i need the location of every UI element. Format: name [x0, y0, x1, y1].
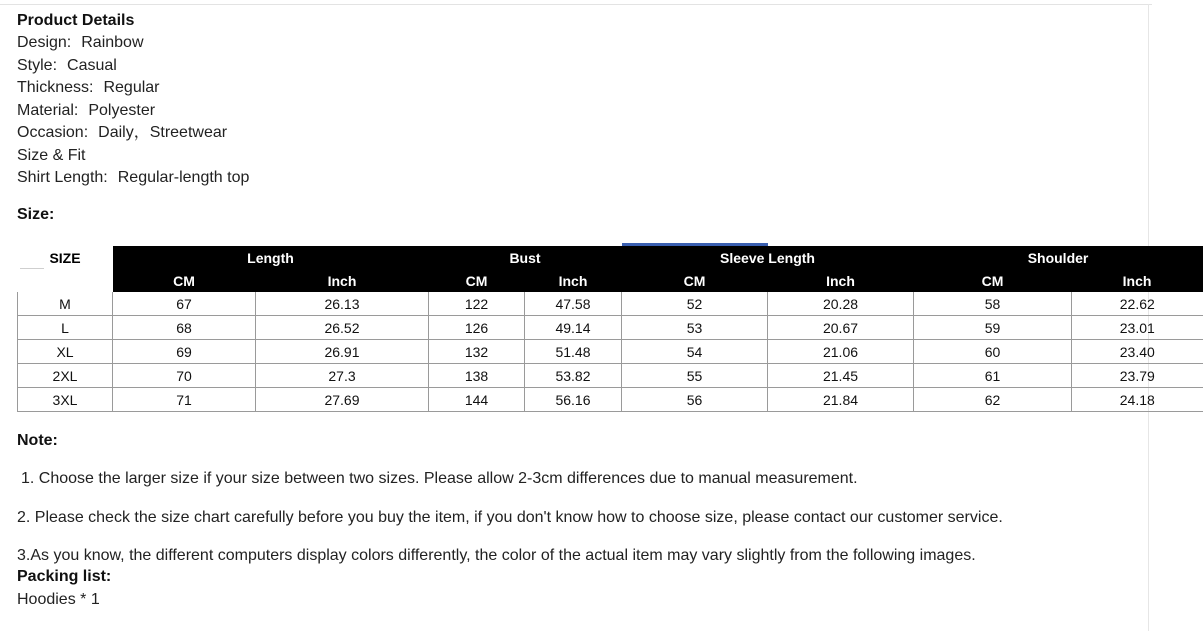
unit-header: CM — [622, 269, 768, 292]
group-header-bust: Bust — [429, 246, 622, 269]
table-cell: 71 — [113, 388, 256, 412]
size-table-wrapper — [17, 246, 1155, 408]
group-header-length: Length — [113, 246, 429, 269]
unit-header: Inch — [1072, 269, 1203, 292]
unit-header: Inch — [525, 269, 622, 292]
table-cell: 51.48 — [525, 340, 622, 364]
table-cell: 23.79 — [1072, 364, 1203, 388]
table-cell: 138 — [429, 364, 525, 388]
table-header-groups — [18, 246, 1203, 269]
size-heading: Size: — [17, 206, 55, 223]
table-header-units — [18, 269, 1203, 292]
table-cell: 70 — [113, 364, 256, 388]
table-cell: 23.01 — [1072, 316, 1203, 340]
table-cell: 22.62 — [1072, 292, 1203, 316]
size-cell: M — [18, 292, 113, 316]
table-cell: 49.14 — [525, 316, 622, 340]
detail-thickness: Thickness: Regular — [17, 79, 160, 96]
table-cell: 20.28 — [768, 292, 914, 316]
table-cell: 47.58 — [525, 292, 622, 316]
table-cell: 52 — [622, 292, 768, 316]
size-column-header-spacer — [18, 269, 113, 292]
detail-style: Style: Casual — [17, 56, 117, 74]
size-cell: XL — [18, 340, 113, 364]
unit-header: CM — [429, 269, 525, 292]
table-cell: 56 — [622, 388, 768, 412]
table-cell: 26.91 — [256, 340, 429, 364]
table-cell: 122 — [429, 292, 525, 316]
detail-size-fit: Size & Fit — [17, 146, 86, 164]
table-row — [18, 316, 1203, 340]
detail-material: Material: Polyester — [17, 101, 156, 119]
table-cell: 55 — [622, 364, 768, 388]
table-cell: 56.16 — [525, 388, 622, 412]
unit-header: Inch — [768, 269, 914, 292]
detail-design: Design: Rainbow — [17, 34, 144, 51]
top-divider — [0, 4, 1152, 5]
packing-list-item: Hoodies * 1 — [17, 591, 100, 608]
note-line-1: 1. Choose the larger size if your size between two sizes. Please allow 2-3cm differences due to manual measurement. — [21, 470, 858, 487]
table-cell: 126 — [429, 316, 525, 340]
packing-list-title: Packing list: — [17, 568, 112, 585]
table-cell: 62 — [914, 388, 1072, 412]
table-cell: 67 — [113, 292, 256, 316]
group-header-shoulder: Shoulder — [914, 246, 1203, 269]
detail-shirt-length: Shirt Length: Regular-length top — [17, 169, 250, 186]
table-cell: 21.84 — [768, 388, 914, 412]
table-cell: 60 — [914, 340, 1072, 364]
table-cell: 68 — [113, 316, 256, 340]
detail-occasion: Occasion: Daily，Streetwear — [17, 124, 228, 141]
table-cell: 59 — [914, 316, 1072, 340]
table-row — [18, 340, 1203, 364]
product-details-title: Product Details — [17, 12, 135, 29]
size-table — [17, 246, 1203, 412]
table-cell: 24.18 — [1072, 388, 1203, 412]
table-cell: 53.82 — [525, 364, 622, 388]
table-cell: 53 — [622, 316, 768, 340]
unit-header: Inch — [256, 269, 429, 292]
size-column-header: SIZE — [18, 246, 113, 269]
table-cell: 21.06 — [768, 340, 914, 364]
size-cell: 2XL — [18, 364, 113, 388]
note-title: Note: — [17, 432, 58, 449]
table-cell: 27.69 — [256, 388, 429, 412]
table-row — [18, 388, 1203, 412]
table-cell: 61 — [914, 364, 1072, 388]
table-row — [18, 364, 1203, 388]
table-cell: 23.40 — [1072, 340, 1203, 364]
group-header-sleeve-length: Sleeve Length — [622, 246, 914, 269]
table-cell: 69 — [113, 340, 256, 364]
note-line-2: 2. Please check the size chart carefully before you buy the item, if you don't know how to choose size, please contact our customer service. — [17, 509, 1003, 526]
size-cell: 3XL — [18, 388, 113, 412]
unit-header: CM — [113, 269, 256, 292]
table-cell: 20.67 — [768, 316, 914, 340]
table-row — [18, 292, 1203, 316]
size-cell: L — [18, 316, 113, 340]
table-cell: 144 — [429, 388, 525, 412]
product-details — [17, 10, 617, 190]
table-cell: 132 — [429, 340, 525, 364]
table-cell: 26.52 — [256, 316, 429, 340]
table-cell: 21.45 — [768, 364, 914, 388]
table-cell: 54 — [622, 340, 768, 364]
note-line-3: 3.As you know, the different computers display colors differently, the color of the actual item may vary slightly from the following images. — [17, 547, 976, 564]
table-cell: 58 — [914, 292, 1072, 316]
table-cell: 26.13 — [256, 292, 429, 316]
unit-header: CM — [914, 269, 1072, 292]
table-cell: 27.3 — [256, 364, 429, 388]
